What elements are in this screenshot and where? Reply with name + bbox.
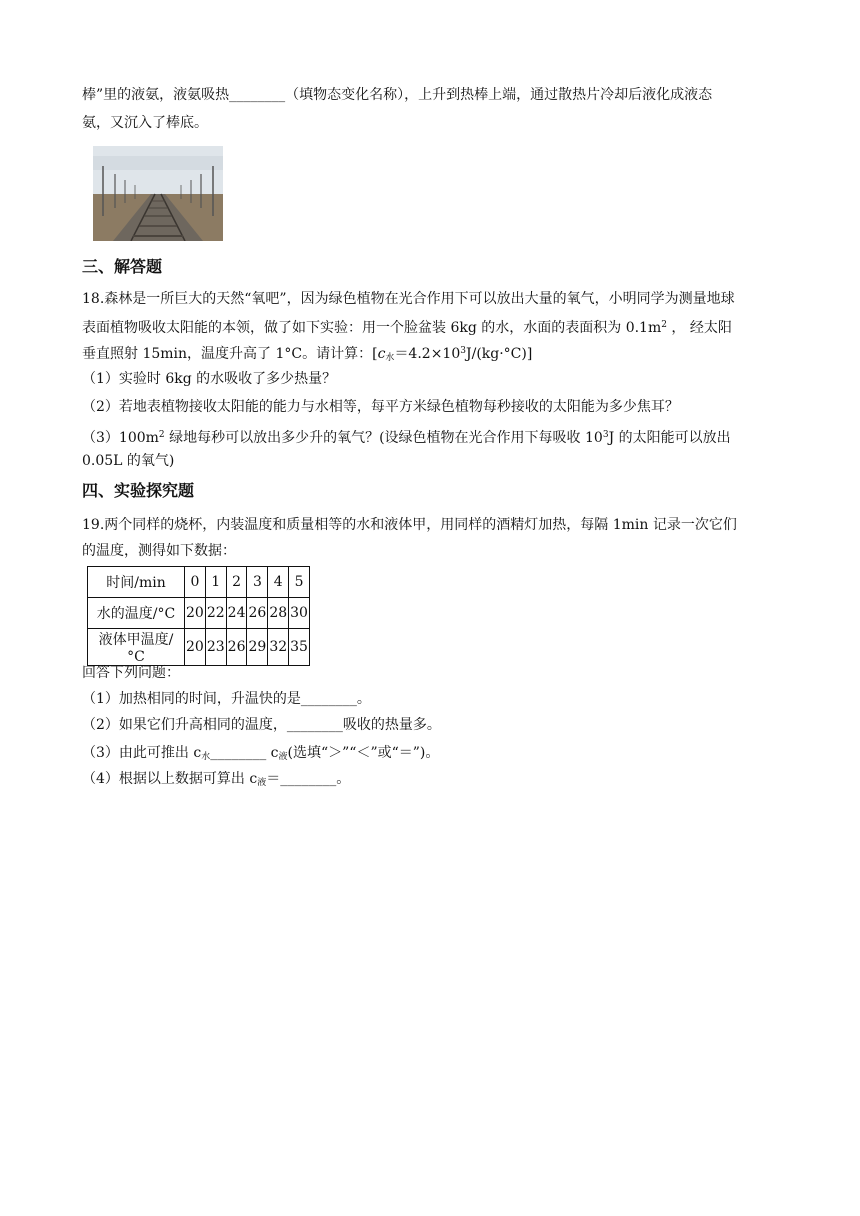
q19-part-1: （1）加热相同的时间，升温快的是________。 [82,691,371,707]
q18-part-2: （2）若地表植物接收太阳能的能力与水相等，每平方米绿色植物每秒接收的太阳能为多少焦耳？ [82,399,679,415]
section-4-title: 四、实验探究题 [82,481,195,500]
q18-line-1: 18.森林是一所巨大的天然“氧吧”，因为绿色植物在光合作用下可以放出大量的氧气，小明同学为测量地球 [82,291,735,307]
table-cell: 28 [268,598,289,629]
table-cell: 3 [247,567,268,598]
railway-photo [93,146,223,241]
table-cell: 时间/min [88,567,185,598]
table-cell: 30 [289,598,310,629]
q19-part-2: （2）如果它们升高相同的温度，________吸收的热量多。 [82,717,441,733]
table-cell: 4 [268,567,289,598]
table-cell: 22 [205,598,226,629]
table-cell: 26 [226,629,247,666]
q19-line-2: 的温度，测得如下数据： [82,543,236,559]
temperature-table [87,566,310,666]
table-cell: 5 [289,567,310,598]
q19-line-1: 19.两个同样的烧杯，内装温度和质量相等的水和液体甲，用同样的酒精灯加热，每隔 1min 记录一次它们 [82,517,737,533]
table-cell: 20 [185,629,206,666]
intro-line-2: 氨，又沉入了棒底。 [82,115,208,131]
q18-line-2: 表面植物吸收太阳能的本领，做了如下实验：用一个脸盆装 6kg 的水，水面的表面积为 $0.1m^2$ ， 经太阳 [82,320,732,336]
q18-part-3-cont: 0.05L 的氧气) [82,453,175,469]
q18-part-1: （1）实验时 6kg 的水吸收了多少热量？ [82,371,337,387]
q19-part-4: （4）根据以上数据可算出 $c_液=\_\_\_\_\_\_\_\_$。 [82,771,351,788]
table-cell: 35 [289,629,310,666]
table-cell: 2 [226,567,247,598]
table-cell: 24 [226,598,247,629]
table-cell: 26 [247,598,268,629]
table-cell: 23 [205,629,226,666]
answer-prompt: 回答下列问题： [82,665,180,681]
table-cell: 0 [185,567,206,598]
table-row [88,598,310,629]
intro-line-1: 棒”里的液氨，液氨吸热________（填物态变化名称），上升到热棒上端，通过散热片冷却后液化成液态 [82,87,713,103]
table-cell: 1 [205,567,226,598]
table-cell: 32 [268,629,289,666]
table-cell: 水的温度/°C [88,598,185,629]
q18-part-3: $(3)100m^2$ 绿地每秒可以放出多少升的氧气？(设绿色植物在光合作用下每吸收 $10^3J$ 的太阳能可以放出 [82,430,731,446]
q18-line-3: 垂直照射 15min，温度升高了 1°C。请计算：$[c_水=4.2\times 10^3J/(kg\cdot^\circ C)]$ [82,346,533,363]
table-cell: 液体甲温度/°C [88,629,185,666]
q19-part-3: （3）由此可推出 $c_水\_\_\_\_\_\_\_\_$ $c_液$(选填“＞”“＜”或“＝”)。 [82,745,440,762]
table-cell: 20 [185,598,206,629]
table-row [88,567,310,598]
section-3-title: 三、解答题 [82,257,163,276]
table-cell: 29 [247,629,268,666]
